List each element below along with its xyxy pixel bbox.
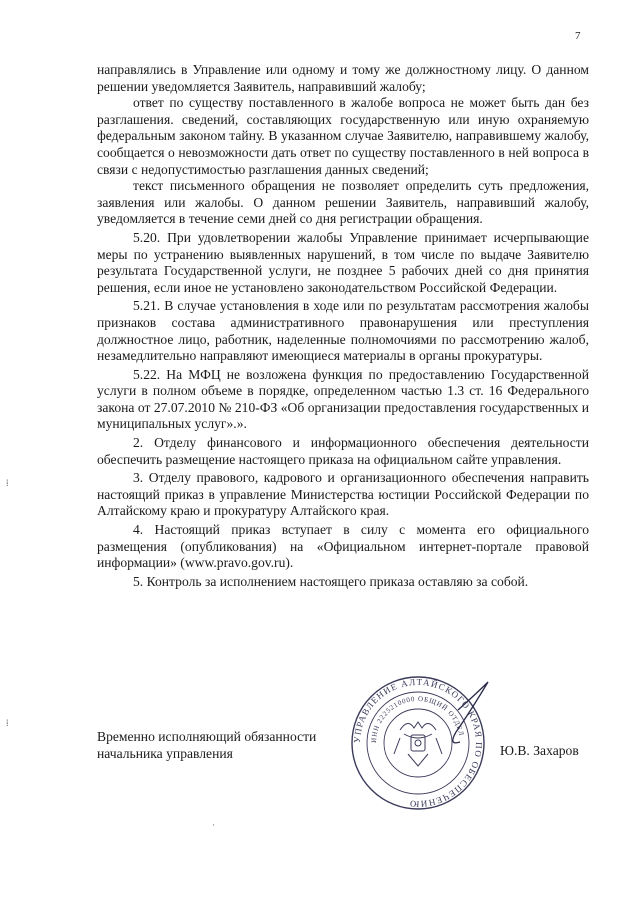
signatory-title bbox=[97, 728, 316, 762]
paragraph-5-20: 5.20. При удовлетворении жалобы Управление принимает исчерпывающие меры по устранению выявленных нарушений, в том числе по выдаче Заявителю результата Государственной услуги, не позднее 5 рабочих дней со дня принятия решения, если иное не установлено законодательством Российской Федерации. bbox=[97, 229, 589, 295]
paragraph-item-4: 4. Настоящий приказ вступает в силу с момента его официального размещения (опубликования) на «Официальном интернет-портале правовой информации» (www.pravo.gov.ru). bbox=[97, 522, 589, 571]
signatory-line-2: начальника управления bbox=[97, 746, 233, 761]
signatory-line-1: Временно исполняющий обязанности bbox=[97, 729, 317, 744]
scan-dot: · bbox=[212, 820, 215, 830]
page-number: 7 bbox=[575, 30, 581, 42]
paragraph-5-21: 5.21. В случае установления в ходе или по результатам рассмотрения жалобы признаков состава административного правонарушения или преступления должностное лицо, работник, наделенные полномочиями по рассмотрению жалоб, незамедлительно направляют имеющиеся материалы в органы прокуратуры. bbox=[97, 298, 589, 364]
paragraph-unreadable: текст письменного обращения не позволяет определить суть предложения, заявления или жалобы. О данном решении Заявитель, направивший жалобу, уведомляется в течение семи дней со дня регистрации обращения. bbox=[97, 178, 589, 227]
signer-name: Ю.В. Захаров bbox=[500, 743, 579, 758]
paragraph-state-secret: ответ по существу поставленного в жалобе вопроса не может быть дан без разглашения. сведений, составляющих государственную или иную охраняемую федеральным законом тайну. В указанном случае Заявителю, направившему жалобу, сообщается о невозможности дать ответ по существу поставленного в ней вопроса в связи с недопустимостью разглашения данных сведений; bbox=[97, 95, 589, 177]
margin-punch-mark: ⁞ bbox=[6, 478, 9, 488]
paragraph-item-2: 2. Отделу финансового и информационного обеспечения деятельности обеспечить размещение настоящего приказа на официальном сайте управления. bbox=[97, 435, 589, 467]
document-body bbox=[97, 62, 589, 590]
margin-punch-mark: ⁞ bbox=[6, 718, 9, 728]
paragraph-continuation: направлялись в Управление или одному и тому же должностному лицу. О данном решении уведомляется Заявитель, направивший жалобу; bbox=[97, 62, 589, 94]
official-seal bbox=[338, 672, 498, 814]
paragraph-item-5: 5. Контроль за исполнением настоящего приказа оставляю за собой. bbox=[133, 573, 529, 589]
seal-inner-text: ИНН 2225210000 ОБЩИЙ ОТДЕЛ bbox=[369, 694, 466, 744]
seal-outer-text: УПРАВЛЕНИЕ АЛТАЙСКОГО КРАЯ ПО ОБЕСПЕЧЕНИЮ bbox=[351, 676, 485, 810]
paragraph-item-3: 3. Отделу правового, кадрового и организационного обеспечения направить настоящий приказ в управление Министерства юстиции Российской Федерации по Алтайскому краю и прокуратуру Алтайского края. bbox=[97, 470, 589, 519]
paragraph-5-22: 5.22. На МФЦ не возложена функция по предоставлению Государственной услуги в полном объеме в порядке, определенном частью 1.3 ст. 16 Федерального закона от 27.07.2010 № 210-ФЗ «Об организации предоставления государственных и муниципальных услуг».». bbox=[97, 366, 589, 432]
coat-of-arms-icon bbox=[394, 722, 442, 766]
